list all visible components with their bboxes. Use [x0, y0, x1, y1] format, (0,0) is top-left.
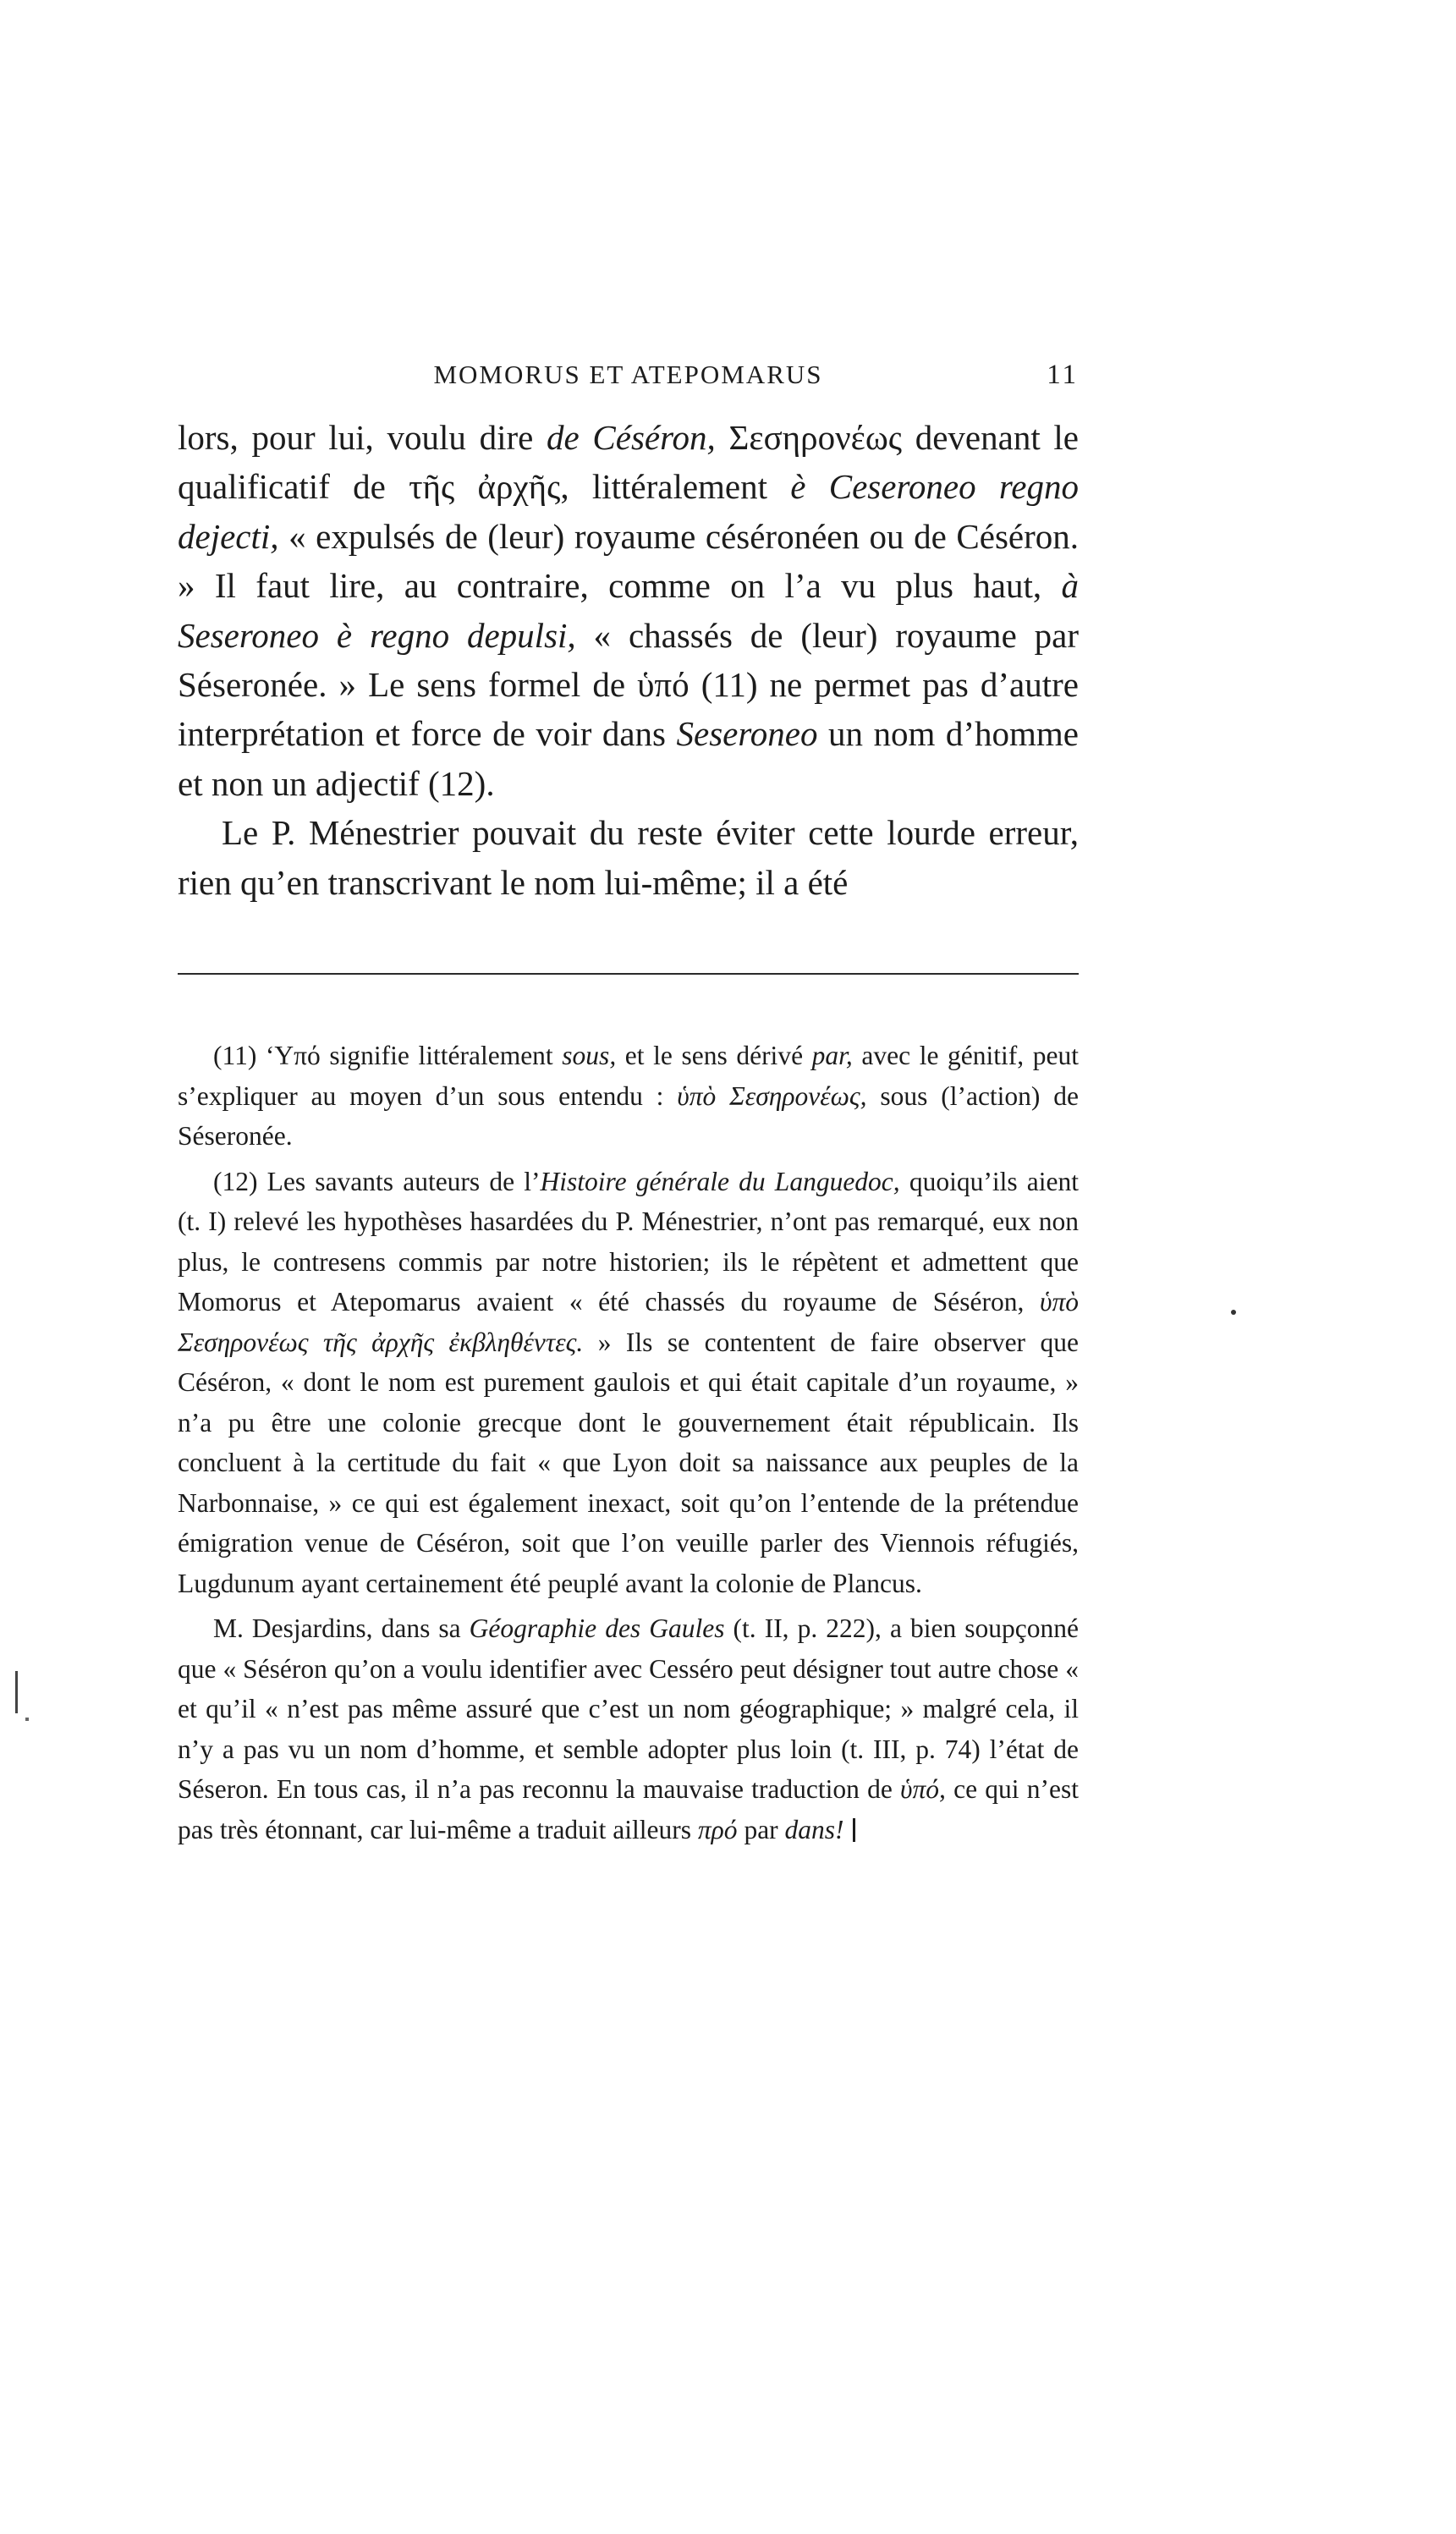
text-run: (11) ‘Υπό signifie littéralement [213, 1041, 563, 1070]
italic-run: de Céséron, [547, 418, 716, 457]
italic-run: Géographie des Gaules [469, 1613, 725, 1643]
text-run: « expulsés de (leur) royaume céséronéen ou de Céséron. » Il faut lire, au contraire, comme on l’a vu plus haut, [178, 516, 1079, 606]
text-run: par [737, 1814, 785, 1844]
footnote-divider [178, 973, 1079, 975]
text-run: (t. II, p. 222), a bien soupçonné que « Séséron qu’on a voulu identifier avec Cesséro peut désigner tout autre chose « et qu’il « n’est pas même assuré que c’est un nom géographique; » malgré cela, il n’y a pas vu un nom d’homme, et semble adopter plus loin (t. III, p. 74) l’état de Séseron. En tous cas, il n’a pas reconnu la mauvaise traduction de [178, 1613, 1079, 1804]
paragraph-2: Le P. Ménestrier pouvait du reste éviter cette lourde erreur, rien qu’en transcrivant le nom lui-même; il a été [178, 813, 1079, 902]
paragraph-1 [178, 413, 1079, 808]
footnote-12-continued [178, 1608, 1079, 1850]
greek-run: πρό [697, 1814, 738, 1844]
text-cursor-mark [853, 1818, 855, 1842]
footnote-11 [178, 1036, 1079, 1157]
italic-run: Seseroneo [676, 714, 818, 754]
margin-scan-tick [25, 1718, 29, 1721]
text-run: et le sens dérivé [616, 1041, 812, 1070]
text-run: » Ils se contentent de faire observer que Céséron, « dont le nom est purement gaulois et qui était capitale d’un royaume, » n’a pu être une colonie grecque dont le gouvernement était républicain. Ils concluent à la certitude du fait « que Lyon doit sa naissance aux peuples de la Narbonnaise, » ce qui est également inexact, soit qu’on l’entende de la prétendue émigration venue de Céséron, soit que l’on veuille parler des Viennois réfugiés, Lugdunum ayant certainement été peuplé avant la colonie de Plancus. [178, 1327, 1079, 1598]
italic-run: sous, [562, 1041, 617, 1070]
text-run: Σεσηρονέως devenant le qualificatif de τῆς ἀρχῆς, littéralement [178, 418, 1079, 507]
greek-run: ὑπὸ Σεσηρονέως, [677, 1080, 867, 1111]
text-run: avec le génitif, peut s’expliquer au moyen d’un sous entendu : [178, 1041, 1079, 1111]
margin-scan-mark [15, 1671, 18, 1713]
page-header [178, 360, 1079, 402]
page-number: 11 [1047, 360, 1079, 390]
text-run: un nom d’homme et non un adjectif (12). [178, 714, 1080, 803]
text-run: lors, pour lui, voulu dire [178, 418, 547, 457]
italic-run: à Seseroneo è regno depulsi, [178, 566, 1079, 655]
greek-run: ὑπό, [900, 1774, 946, 1804]
greek-run: ὑπὸ Σεσηρονέως τῆς ἀρχῆς ἐκβληθέντες. [178, 1287, 1079, 1357]
text-run: quoiqu’ils aient (t. I) relevé les hypothèses hasardées du P. Ménestrier, n’ont pas remarqué, eux non plus, le contresens commis par notre historien; ils le répètent et admettent que Momorus et Atepomarus avaient « été chassés du royaume de Séséron, [178, 1166, 1079, 1316]
running-title: MOMORUS ET ATEPOMARUS [433, 360, 823, 389]
text-run: sous (l’action) de Séseronée. [178, 1080, 1079, 1151]
stray-dot-mark [1231, 1310, 1236, 1315]
main-text [178, 413, 1079, 907]
text-run: ce qui n’est pas très étonnant, car lui-même a traduit ailleurs [178, 1774, 1080, 1844]
text-run: (12) Les savants auteurs de l’ [213, 1166, 541, 1196]
footnotes [178, 1036, 1079, 1855]
italic-run: è Ceseroneo regno dejecti, [178, 467, 1079, 556]
footnote-12 [178, 1162, 1079, 1604]
text-run: M. Desjardins, dans sa [213, 1613, 470, 1643]
italic-run: par, [811, 1041, 853, 1070]
italic-run: Histoire générale du Languedoc, [540, 1166, 900, 1196]
text-run: « chassés de (leur) royaume par Séseronée. » Le sens formel de ὑπό (11) ne permet pas d’autre interprétation et force de voir dans [178, 615, 1080, 754]
italic-run: dans! [784, 1814, 844, 1844]
